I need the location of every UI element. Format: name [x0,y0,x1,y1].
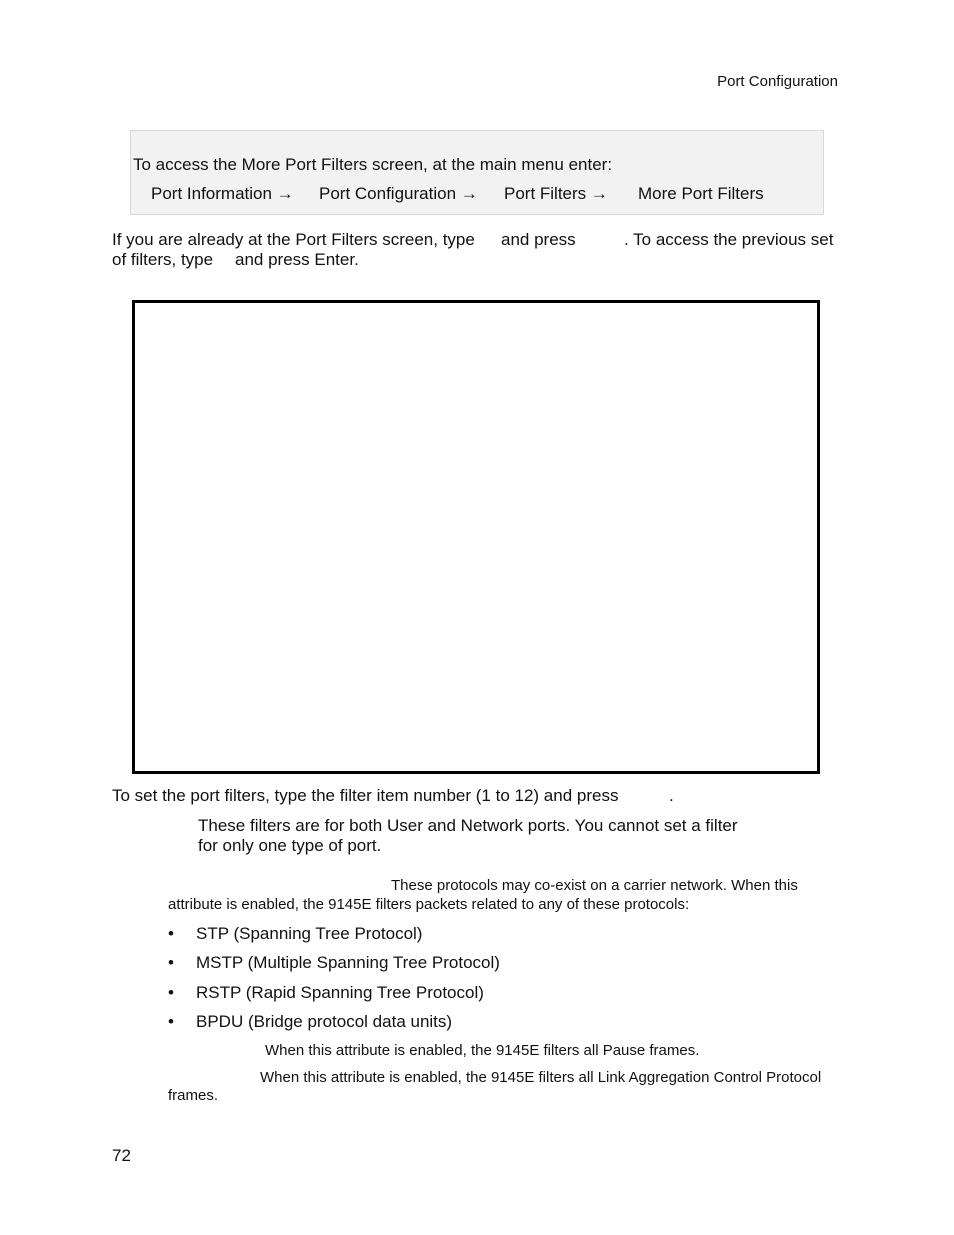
bullet-marker: • [168,983,174,1002]
lacp-desc-line-1: When this attribute is enabled, the 9145E filters all Link Aggregation Control Protocol [260,1069,822,1086]
set-filters-para: To set the port filters, type the filter item number (1 to 12) and press [112,786,619,805]
bullet-marker: • [168,924,174,943]
nav-step-port-configuration: Port Configuration → [319,184,478,203]
note-line-1: These filters are for both User and Network ports. You cannot set a filter [198,816,738,835]
list-item: MSTP (Multiple Spanning Tree Protocol) [196,953,500,972]
bullet-marker: • [168,953,174,972]
nav-step-port-filters: Port Filters → [504,184,608,203]
stp-desc-line-2: attribute is enabled, the 9145E filters packets related to any of these protocols: [168,896,690,913]
screen-capture-frame [132,300,820,774]
access-para-line1a: If you are already at the Port Filters screen, type [112,230,475,249]
page-number: 72 [112,1146,131,1165]
lacp-desc-line-2: frames. [168,1087,219,1104]
set-filters-para-end: . [669,786,674,805]
access-para-line2b: and press Enter. [235,250,359,269]
list-item: RSTP (Rapid Spanning Tree Protocol) [196,983,484,1002]
stp-desc-line-1: These protocols may co-exist on a carrier network. When this [391,877,798,894]
list-item: STP (Spanning Tree Protocol) [196,924,423,943]
access-para-line2a: of filters, type [112,250,214,269]
bullet-marker: • [168,1012,174,1031]
navigation-path-box [130,130,824,215]
access-para-line1c: . To access the previous set [624,230,834,249]
navigation-intro: To access the More Port Filters screen, at the main menu enter: [133,155,613,174]
access-para-line1b: and press [501,230,576,249]
nav-step-port-information: Port Information → [151,184,294,203]
nav-step-more-port-filters: More Port Filters [638,184,764,203]
list-item: BPDU (Bridge protocol data units) [196,1012,453,1031]
pause-desc: When this attribute is enabled, the 9145E filters all Pause frames. [265,1042,700,1059]
note-line-2: for only one type of port. [198,836,382,855]
running-header: Port Configuration [717,73,838,90]
